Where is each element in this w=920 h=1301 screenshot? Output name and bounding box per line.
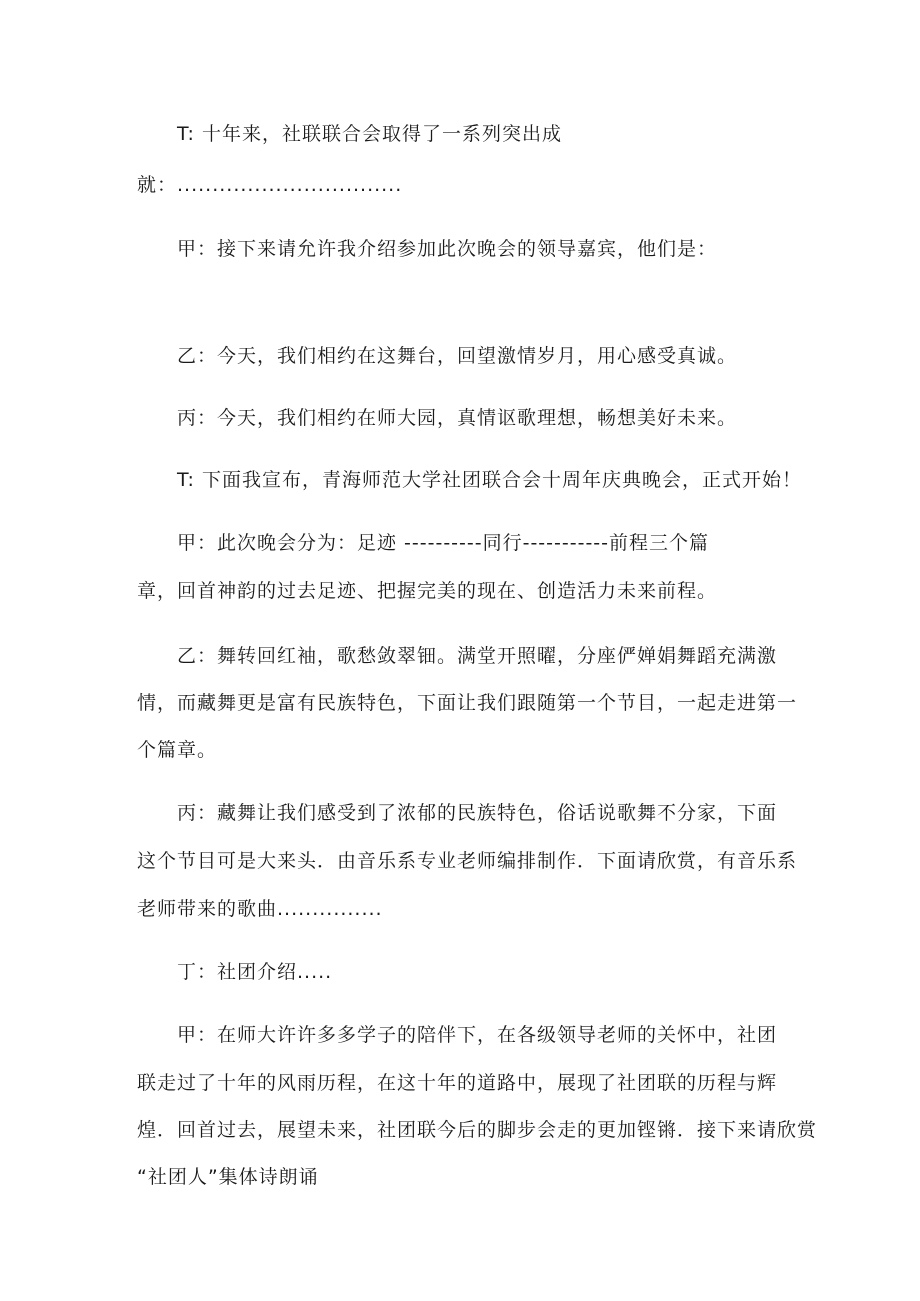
text-line: 甲：接下来请允许我介绍参加此次晚会的领导嘉宾，他们是： <box>177 238 718 260</box>
text-line: 联走过了十年的风雨历程，在这十年的道路中，展现了社团联的历程与辉 <box>137 1072 778 1094</box>
text-line: “社团人”集体诗朗诵 <box>137 1166 319 1188</box>
text-line: T: 十年来，社联联合会取得了一系列突出成 <box>177 123 562 145</box>
text-line: 甲：此次晚会分为：足迹 ----------同行-----------前程三个篇 <box>177 532 710 554</box>
text-line: 乙：今天，我们相约在这舞台，回望激情岁月，用心感受真诚。 <box>177 345 738 367</box>
text-line: T: 下面我宣布，青海师范大学社团联合会十周年庆典晚会，正式开始！ <box>177 469 802 491</box>
text-line: 丁：社团介绍..... <box>177 961 333 983</box>
text-line: 章，回首神韵的过去足迹、把握完美的现在、创造活力未来前程。 <box>137 580 718 602</box>
text-line: 老师带来的歌曲............... <box>137 898 383 920</box>
text-line: 甲：在师大许许多多学子的陪伴下，在各级领导老师的关怀中，社团 <box>177 1024 778 1046</box>
text-line: 就：................................ <box>137 174 403 196</box>
text-line: 情，而藏舞更是富有民族特色，下面让我们跟随第一个节目，一起走进第一 <box>137 692 798 714</box>
text-line: 乙：舞转回红袖，歌愁敛翠钿。满堂开照曜，分座俨婵娟舞蹈充满激 <box>177 645 778 667</box>
text-line: 丙：今天，我们相约在师大园，真情讴歌理想，畅想美好未来。 <box>177 407 738 429</box>
text-line: 丙：藏舞让我们感受到了浓郁的民族特色，俗话说歌舞不分家，下面 <box>177 802 778 824</box>
text-line: 煌．回首过去，展望未来，社团联今后的脚步会走的更加铿锵．接下来请欣赏 <box>137 1119 818 1141</box>
text-line: 个篇章。 <box>137 739 218 761</box>
text-line: 这个节目可是大来头．由音乐系专业老师编排制作．下面请欣赏，有音乐系 <box>137 850 798 872</box>
